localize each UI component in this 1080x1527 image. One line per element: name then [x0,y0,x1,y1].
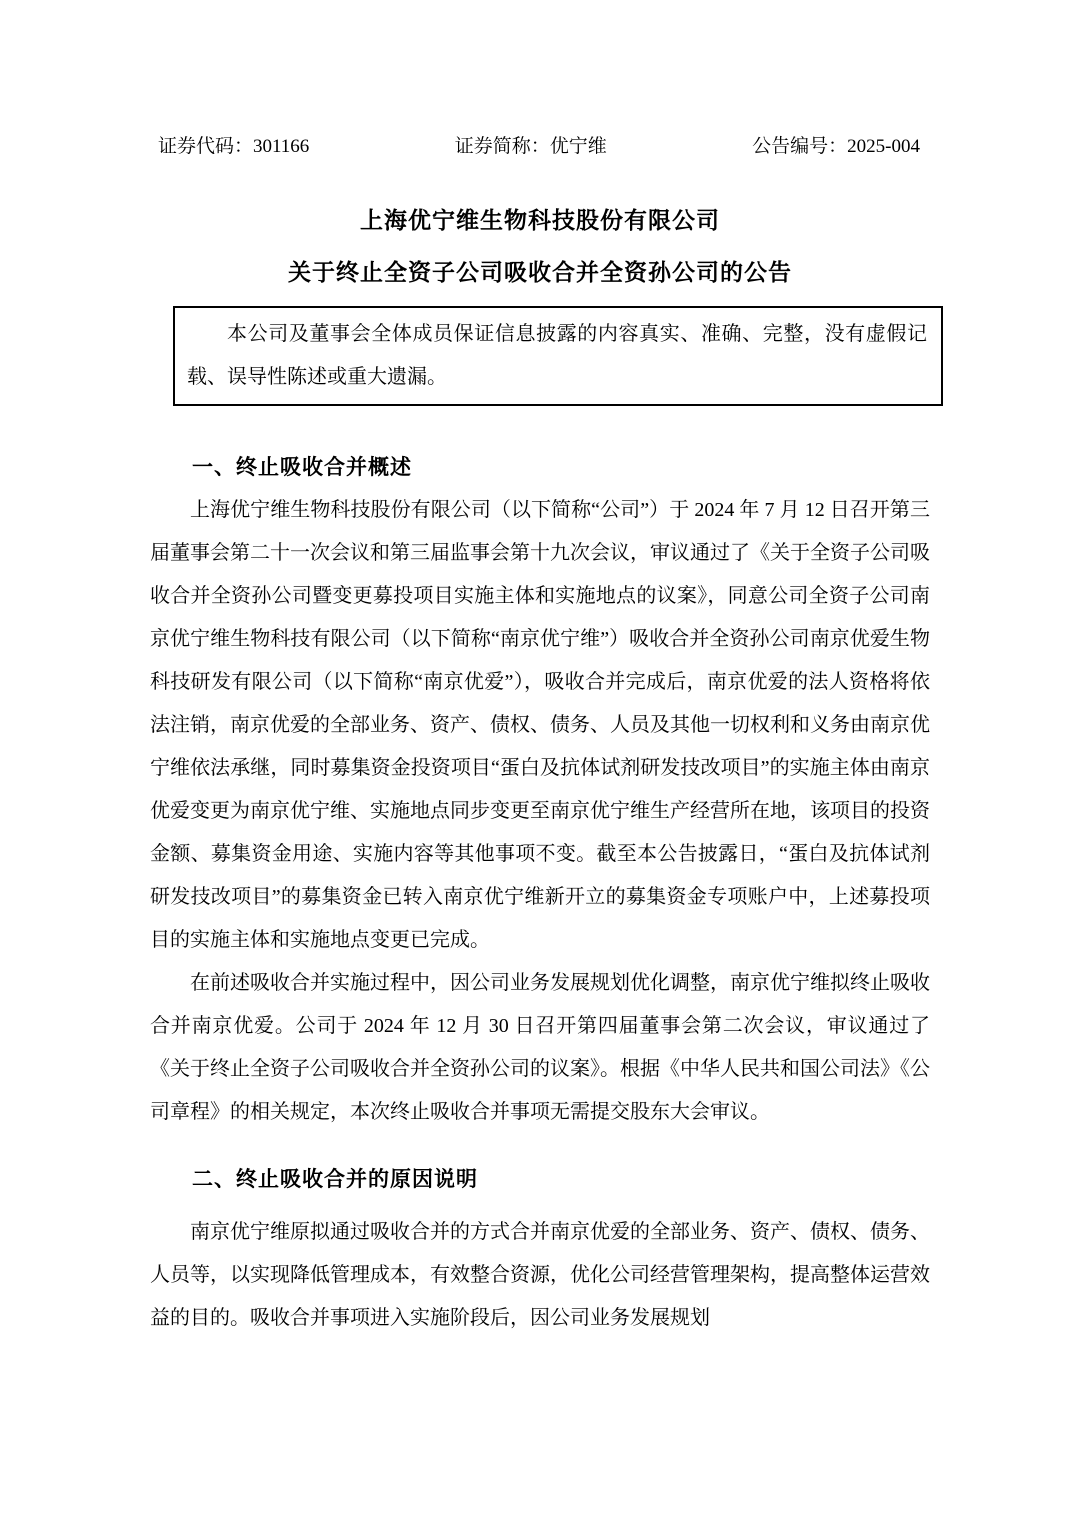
section-2-heading: 二、终止吸收合并的原因说明 [192,1167,478,1191]
disclaimer-box [173,306,943,406]
section-1-paragraph-2: 在前述吸收合并实施过程中，因公司业务发展规划优化调整，南京优宁维拟终止吸收合并南京优爱。公司于 2024 年 12 月 30 日召开第四届董事会第二次会议，审议通过了《关于终止全资子公司吸收合并全资孙公司的议案》。根据《中华人民共和国公司法》《公司章程》的相关规定，本次终止吸收合并事项无需提交股东大会审议。 [150,972,930,1123]
disclaimer-text: 本公司及董事会全体成员保证信息披露的内容真实、准确、完整，没有虚假记载、误导性陈述或重大遗漏。 [187,323,927,388]
company-name-title: 上海优宁维生物科技股份有限公司 [360,208,720,233]
announcement-title: 关于终止全资子公司吸收合并全资孙公司的公告 [288,260,792,285]
document-header-row [150,136,930,158]
section-2-paragraph-1: 南京优宁维原拟通过吸收合并的方式合并南京优爱的全部业务、资产、债权、债务、人员等，以实现降低管理成本，有效整合资源，优化公司经营管理架构，提高整体运营效益的目的。吸收合并事项进入实施阶段后，因公司业务发展规划 [150,1221,930,1329]
section-1-paragraph-1: 上海优宁维生物科技股份有限公司（以下简称“公司”）于 2024 年 7 月 12 日召开第三届董事会第二十一次会议和第三届监事会第十九次会议，审议通过了《关于全资子公司吸收合并全资孙公司暨变更募投项目实施主体和实施地点的议案》，同意公司全资子公司南京优宁维生物科技有限公司（以下简称“南京优宁维”）吸收合并全资孙公司南京优爱生物科技研发有限公司（以下简称“南京优爱”），吸收合并完成后，南京优爱的法人资格将依法注销，南京优爱的全部业务、资产、债权、债务、人员及其他一切权利和义务由南京优宁维依法承继，同时募集资金投资项目“蛋白及抗体试剂研发技改项目”的实施主体由南京优爱变更为南京优宁维、实施地点同步变更至南京优宁维生产经营所在地，该项目的投资金额、募集资金用途、实施内容等其他事项不变。截至本公告披露日，“蛋白及抗体试剂研发技改项目”的募集资金已转入南京优宁维新开立的募集资金专项账户中，上述募投项目的实施主体和实施地点变更已完成。 [150,499,930,951]
section-1-heading: 一、终止吸收合并概述 [192,455,412,479]
announcement-number: 公告编号：2025-004 [752,136,920,157]
stock-code: 证券代码：301166 [158,136,310,157]
stock-abbr: 证券简称：优宁维 [454,136,607,157]
